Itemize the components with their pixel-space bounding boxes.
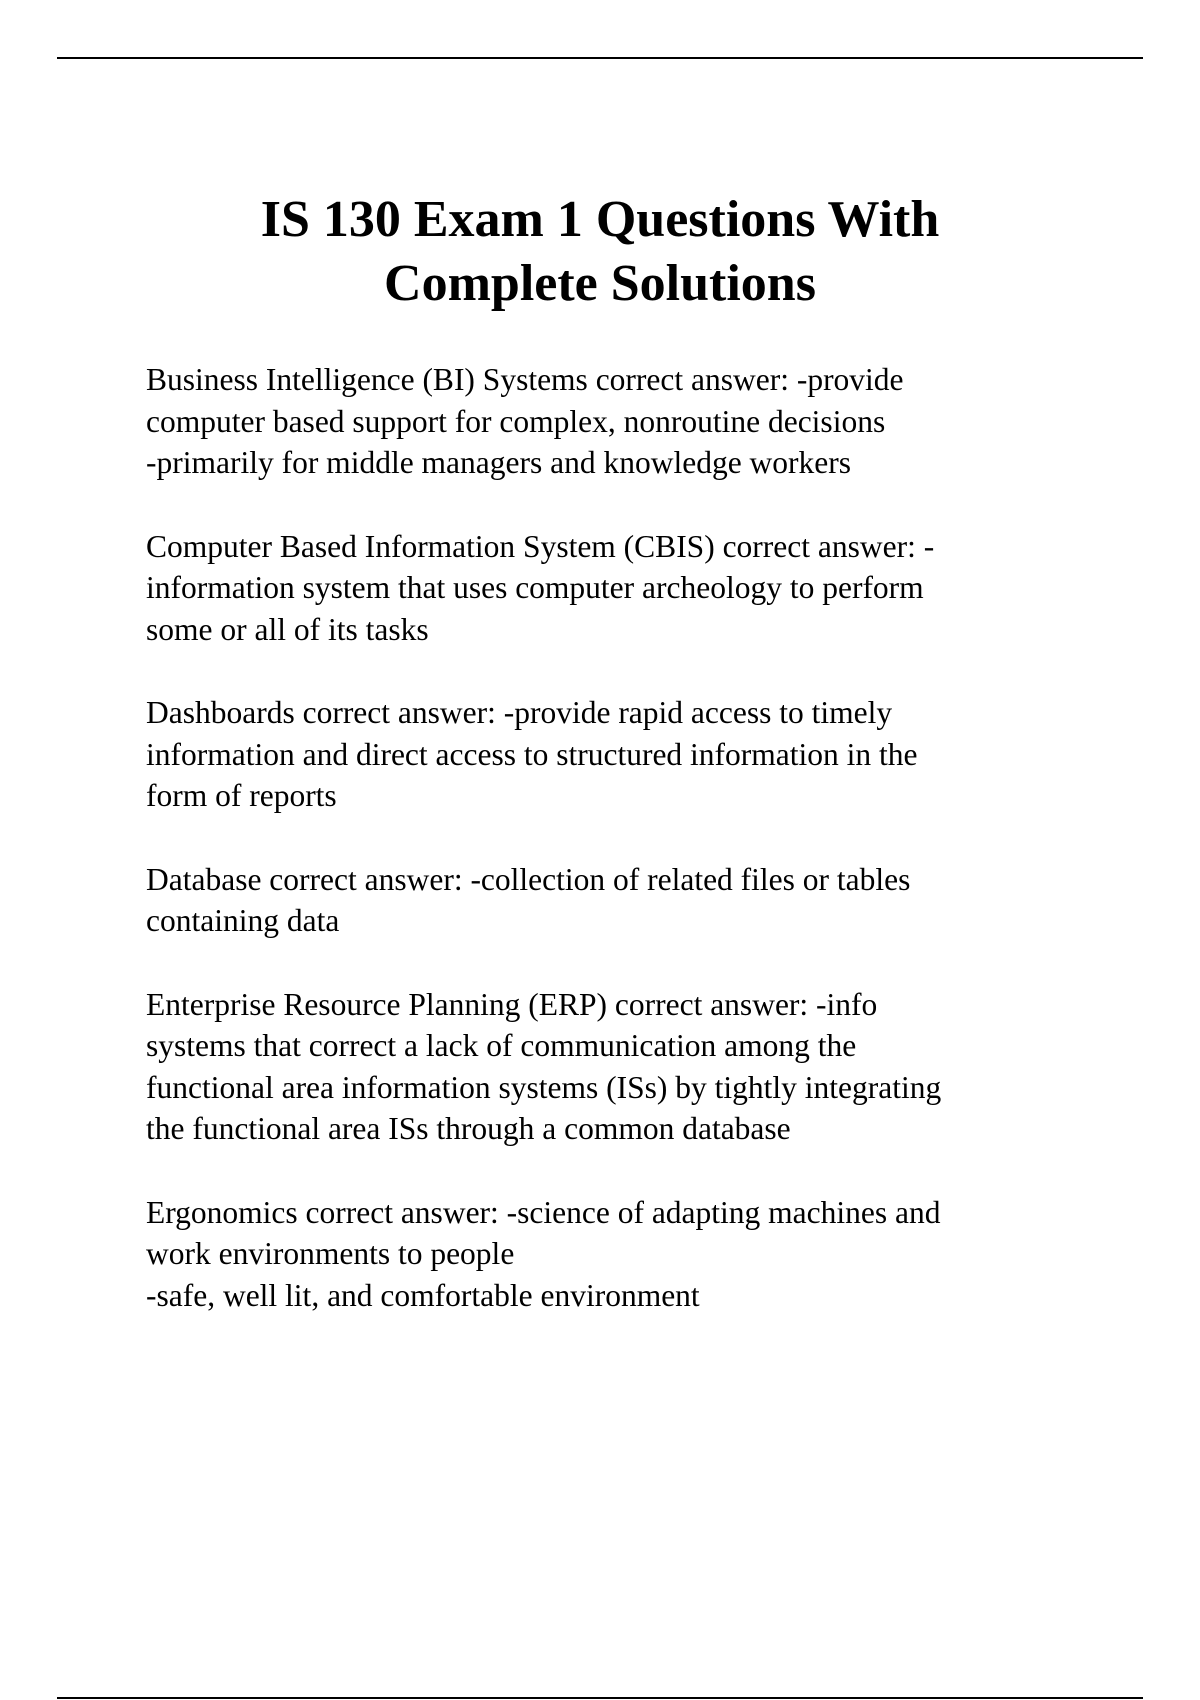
- bottom-rule: [57, 1697, 1143, 1699]
- qa-entry-cbis: [146, 526, 1106, 651]
- qa-entry-erp: [146, 984, 1106, 1150]
- entry-line: Business Intelligence (BI) Systems correct answer: -provide: [146, 362, 904, 397]
- entry-line: functional area information systems (ISs) by tightly integrating: [146, 1069, 942, 1105]
- qa-entries: [146, 359, 1106, 1358]
- entry-line: Database correct answer: -collection of related files or tables: [146, 861, 911, 897]
- entry-line: Dashboards correct answer: -provide rapid access to timely: [146, 695, 893, 730]
- entry-line: Computer Based Information System (CBIS) correct answer: -: [146, 528, 935, 564]
- entry-line: information and direct access to structured information in the: [146, 736, 918, 772]
- qa-entry-database: [146, 859, 1106, 942]
- qa-entry-dashboards: [146, 692, 1106, 817]
- entry-line: information system that uses computer archeology to perform: [146, 570, 924, 605]
- title-line-2: Complete Solutions: [384, 255, 816, 312]
- document-title: [100, 188, 1100, 316]
- entry-line: -primarily for middle managers and knowledge workers: [146, 445, 852, 480]
- entry-line: Ergonomics correct answer: -science of adapting machines and: [146, 1194, 941, 1230]
- entry-line: form of reports: [146, 778, 337, 813]
- title-line-1: IS 130 Exam 1 Questions With: [260, 191, 940, 248]
- entry-line: work environments to people: [146, 1236, 515, 1271]
- top-rule: [57, 57, 1143, 59]
- entry-line: computer based support for complex, nonroutine decisions: [146, 403, 886, 439]
- qa-entry-ergonomics: [146, 1192, 1106, 1317]
- entry-line: systems that correct a lack of communication among the: [146, 1028, 857, 1063]
- entry-line: the functional area ISs through a common database: [146, 1111, 791, 1146]
- entry-line: some or all of its tasks: [146, 611, 429, 647]
- qa-entry-business-intelligence: [146, 359, 1106, 484]
- entry-line: containing data: [146, 903, 340, 938]
- entry-line: Enterprise Resource Planning (ERP) correct answer: -info: [146, 986, 878, 1022]
- entry-line: -safe, well lit, and comfortable environment: [146, 1277, 700, 1313]
